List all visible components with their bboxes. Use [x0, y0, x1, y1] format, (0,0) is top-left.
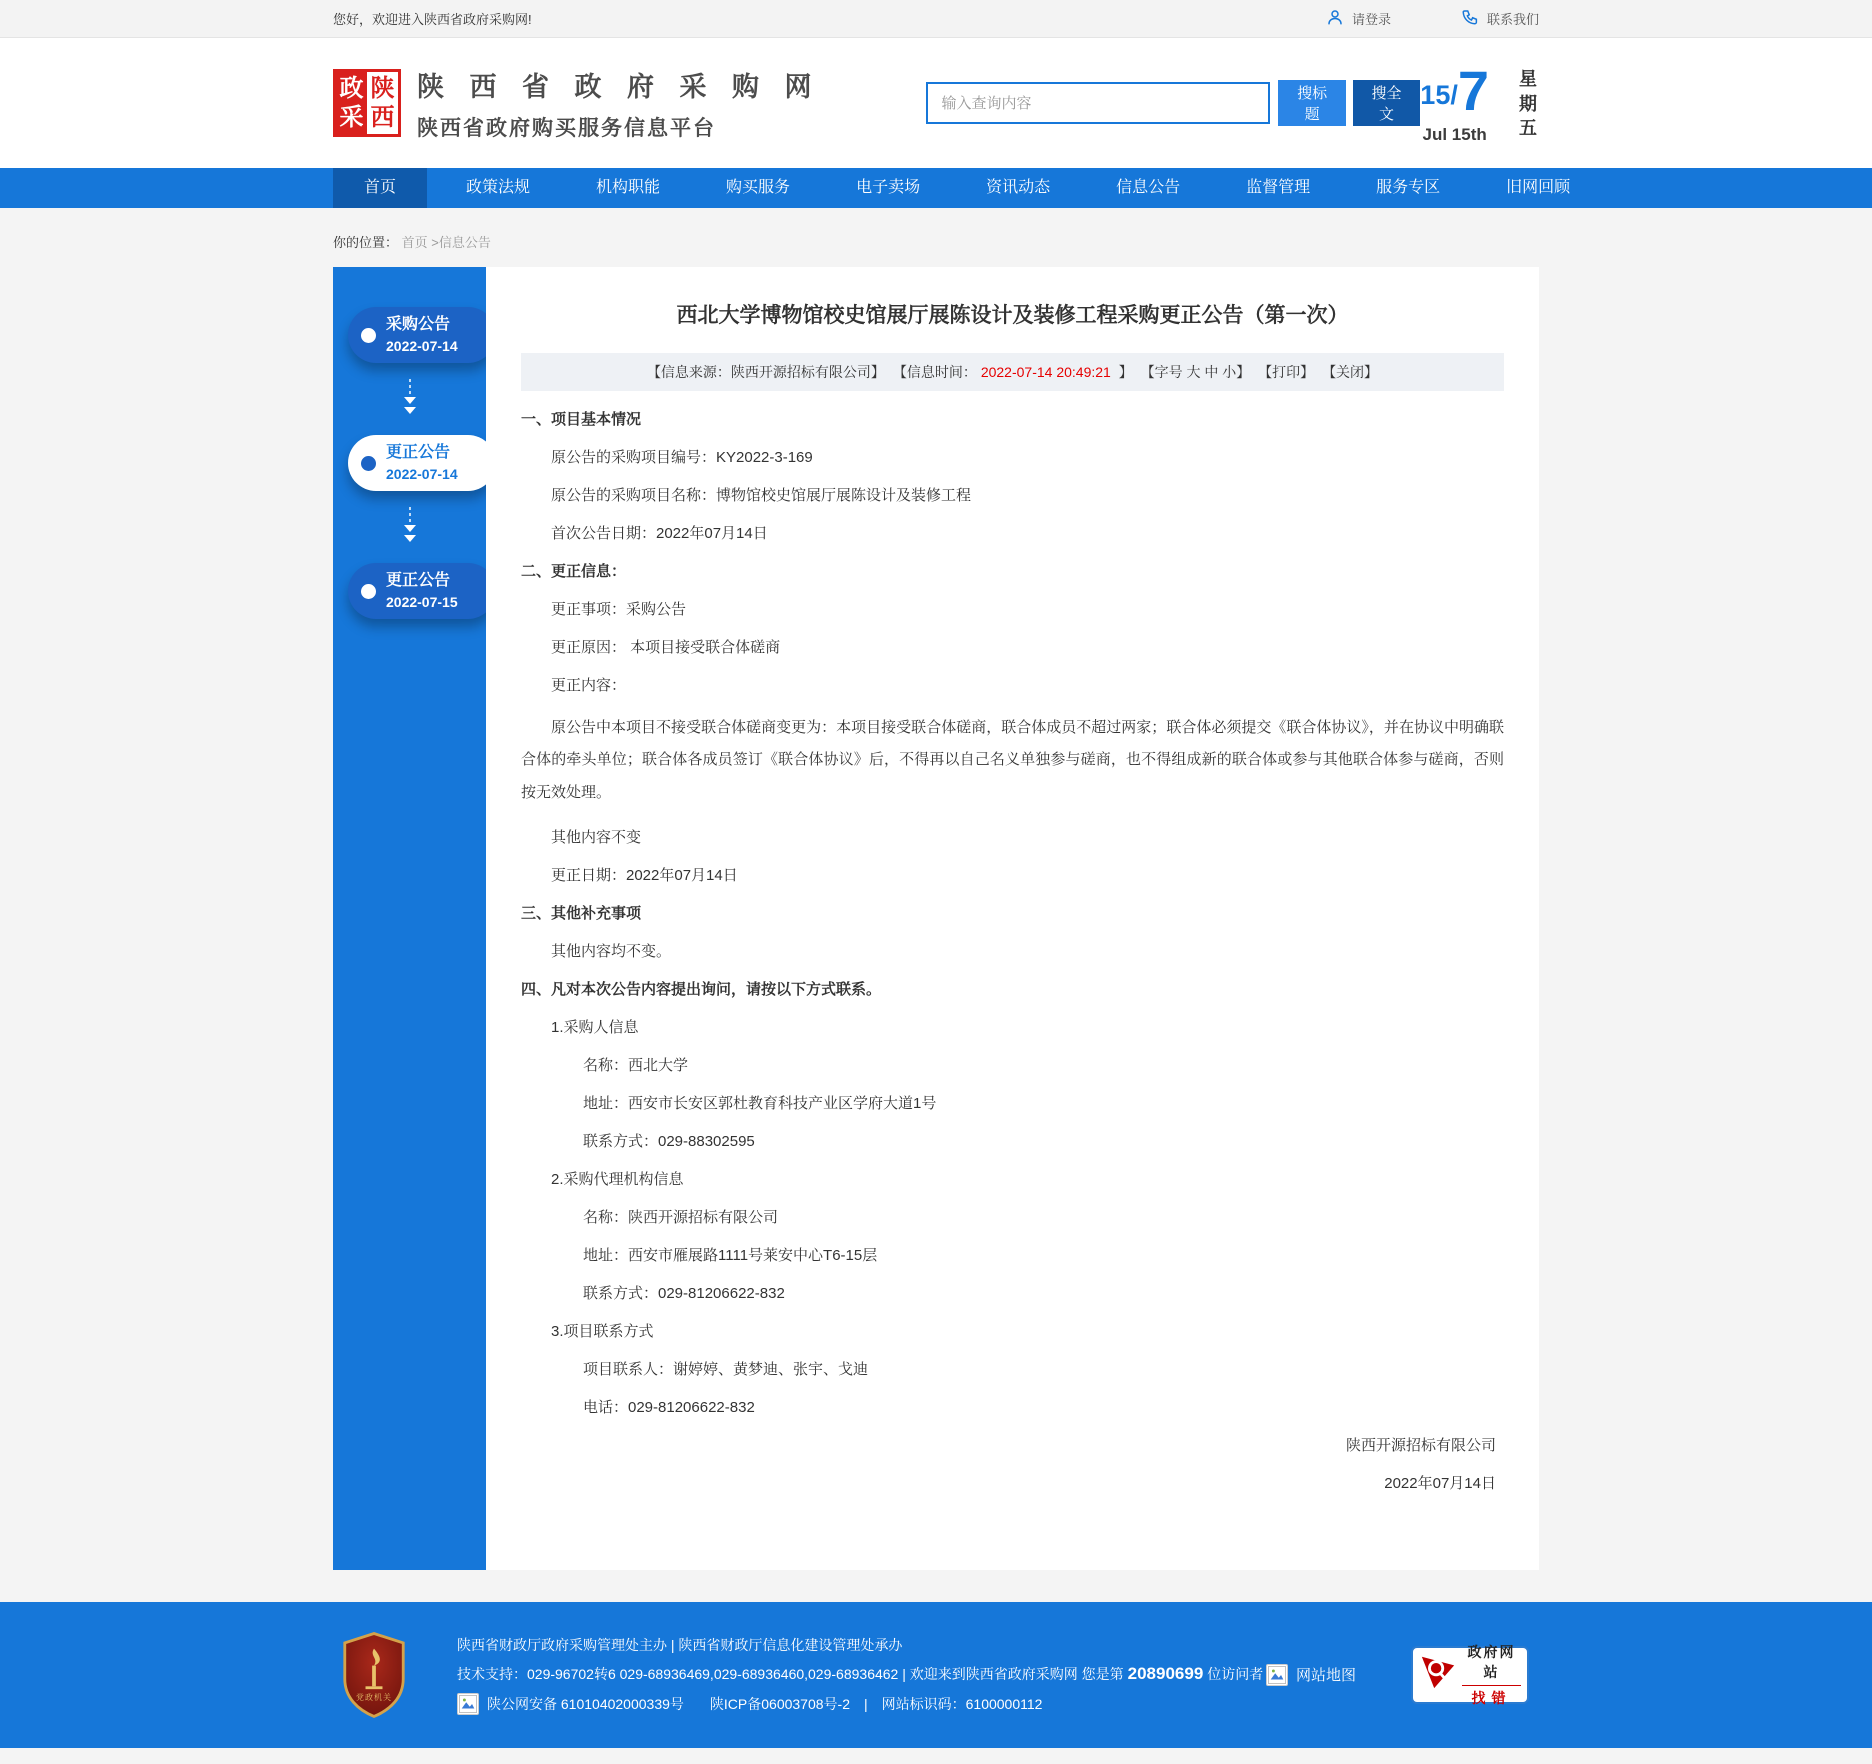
- footer-organizer-text: 陕西省财政厅政府采购管理处主办 | 陕西省财政厅信息化建设管理处承办: [457, 1636, 903, 1653]
- visitor-count: 20890699: [1127, 1663, 1204, 1683]
- date-english: Jul 15th: [1422, 124, 1487, 144]
- topbar: [0, 0, 1872, 38]
- meta-time-label: 【信息时间：: [892, 364, 977, 380]
- timeline-sidebar: [333, 267, 486, 1570]
- timeline-dot-icon: [361, 456, 376, 471]
- sitemap-label: 网站地图: [1295, 1667, 1356, 1685]
- login-link[interactable]: [1326, 8, 1391, 29]
- footer-separator: |: [863, 1695, 868, 1712]
- footer-support-text: 技术支持：029-96702转6 029-68936469,029-68936460,029-68936462 | 欢迎来到陕西省政府采购网 您是第: [457, 1665, 1124, 1682]
- article-line: 其他内容均不变。: [551, 942, 672, 960]
- article-panel: [486, 267, 1539, 1570]
- contact-group-title: 3.项目联系方式: [551, 1322, 654, 1340]
- article-line: 联系方式：029-88302595: [583, 1132, 755, 1150]
- timeline-item-purchase-notice[interactable]: [348, 307, 496, 363]
- phone-icon: [1461, 8, 1479, 29]
- contact-link[interactable]: [1461, 8, 1539, 29]
- timeline-dot-icon: [361, 328, 376, 343]
- search-area: [926, 80, 1421, 126]
- logo-seal-icon: [333, 69, 401, 137]
- nav-item-purchase-service[interactable]: 购买服务: [726, 179, 791, 196]
- article-title: 西北大学博物馆校史馆展厅展陈设计及装修工程采购更正公告（第一次）: [676, 304, 1349, 327]
- close-button[interactable]: 【关闭】: [1322, 364, 1379, 380]
- security-badge-icon: [457, 1693, 479, 1715]
- meta-time-close: 】: [1114, 364, 1133, 380]
- article-line: 更正内容：: [551, 677, 627, 694]
- site-subtitle: 陕西省政府购买服务信息平台: [417, 116, 716, 140]
- bottom-strip: [0, 1748, 1872, 1764]
- article-line: 更正原因： 本项目接受联合体磋商: [551, 639, 781, 656]
- content-area: [333, 267, 1539, 1570]
- main-nav: [0, 168, 1872, 208]
- timeline-arrow-down-icon: [333, 363, 486, 435]
- date-weekday: 星期五: [1519, 69, 1537, 138]
- timeline-item-title: 更正公告: [386, 572, 451, 590]
- breadcrumb: [333, 208, 1539, 267]
- contact-group-title: 2.采购代理机构信息: [551, 1170, 684, 1188]
- article-line: 更正事项：采购公告: [551, 601, 687, 618]
- seal-char: 采: [339, 104, 364, 131]
- date-widget: [1420, 61, 1539, 145]
- article-line: 名称：陕西开源招标有限公司: [583, 1208, 779, 1226]
- section-3-title: 三、其他补充事项: [521, 904, 642, 922]
- article-line: 电话：029-81206622-832: [583, 1398, 755, 1416]
- timeline-item-date: 2022-07-14: [386, 338, 458, 355]
- article-line: 原公告的采购项目名称：博物馆校史馆展厅展陈设计及装修工程: [551, 487, 972, 504]
- icp-record-link[interactable]: 陕ICP备06003708号-2: [709, 1695, 850, 1712]
- date-month: 7: [1457, 59, 1489, 123]
- government-emblem-icon: [341, 1631, 407, 1719]
- seal-char: 陕: [370, 75, 395, 102]
- nav-item-policies[interactable]: 政策法规: [466, 179, 531, 196]
- breadcrumb-path[interactable]: 首页 >信息公告: [401, 235, 491, 250]
- login-label: 请登录: [1351, 12, 1391, 27]
- article-line: 原公告的采购项目编号：KY2022-3-169: [551, 449, 813, 466]
- search-input[interactable]: [926, 82, 1271, 124]
- timeline-item-title: 更正公告: [386, 444, 451, 462]
- timeline-dot-icon: [361, 584, 376, 599]
- sitemap-image-icon: [1266, 1664, 1288, 1686]
- contact-group-title: 1.采购人信息: [551, 1018, 639, 1036]
- breadcrumb-label: 你的位置：: [333, 235, 399, 250]
- article-line: 项目联系人：谢婷婷、黄梦迪、张宇、戈迪: [583, 1360, 869, 1378]
- user-icon: [1326, 8, 1344, 29]
- section-4-title: 四、凡对本次公告内容提出询问，请按以下方式联系。: [521, 980, 882, 998]
- error-report-badge[interactable]: [1411, 1643, 1529, 1706]
- footer-visitor-text: 位访问者: [1207, 1665, 1264, 1682]
- search-title-button[interactable]: 搜标题: [1278, 80, 1345, 126]
- nav-item-old-site[interactable]: 旧网回顾: [1506, 179, 1571, 196]
- meta-source: 【信息来源：陕西开源招标有限公司】: [646, 364, 885, 380]
- timeline-item-correction-2[interactable]: [348, 563, 496, 619]
- article-line: 其他内容不变: [551, 828, 642, 846]
- timeline-item-correction-1[interactable]: [348, 435, 496, 491]
- article-line: 联系方式：029-81206622-832: [583, 1284, 785, 1302]
- nav-item-functions[interactable]: 机构职能: [596, 179, 661, 196]
- site-header: [0, 38, 1872, 168]
- article-line: 首次公告日期：2022年07月14日: [551, 525, 768, 542]
- article-body: [521, 408, 1504, 1493]
- meta-fontsize-control[interactable]: 【字号 大 中 小】: [1140, 364, 1251, 380]
- nav-item-supervision[interactable]: 监督管理: [1246, 179, 1311, 196]
- section-2-title: 二、更正信息：: [521, 563, 627, 580]
- emblem-label: 党政机关: [356, 1692, 392, 1702]
- contact-label: 联系我们: [1486, 12, 1539, 27]
- timeline-item-title: 采购公告: [386, 316, 451, 334]
- nav-item-service-zone[interactable]: 服务专区: [1376, 179, 1441, 196]
- search-fulltext-button[interactable]: 搜全文: [1353, 80, 1420, 126]
- sitemap-link[interactable]: [1266, 1664, 1356, 1686]
- nav-item-home[interactable]: 首页: [333, 168, 427, 208]
- article-line: 地址：西安市长安区郭杜教育科技产业区学府大道1号: [583, 1094, 937, 1112]
- error-badge-title: 政府网站: [1462, 1642, 1521, 1686]
- nav-item-announcements[interactable]: 信息公告: [1116, 179, 1181, 196]
- signature-block: [521, 1434, 1504, 1493]
- correction-content-paragraph: 原公告中本项目不接受联合体磋商变更为：本项目接受联合体磋商，联合体成员不超过两家；联合体必须提交《联合体协议》，并在协议中明确联合体的牵头单位；联合体各成员签订《联合体协议》后，不得再以自己名义单独参与磋商，也不得组成新的联合体或参与其他联合体参与磋商，否则按无效处理。: [521, 719, 1504, 801]
- site-logo[interactable]: [333, 65, 821, 142]
- print-button[interactable]: 【打印】: [1258, 364, 1315, 380]
- timeline-item-date: 2022-07-14: [386, 466, 458, 483]
- site-code-text: 网站标识码：6100000112: [881, 1695, 1043, 1712]
- site-footer: [0, 1602, 1872, 1748]
- signature-date: 2022年07月14日: [1384, 1474, 1496, 1492]
- section-1-title: 一、项目基本情况: [521, 411, 642, 428]
- date-day: 15/: [1420, 79, 1458, 110]
- signature-company: 陕西开源招标有限公司: [1345, 1436, 1496, 1454]
- site-title: 陕 西 省 政 府 采 购 网: [417, 71, 821, 102]
- seal-char: 政: [339, 75, 364, 102]
- meta-time: 2022-07-14 20:49:21: [980, 364, 1111, 380]
- article-line: 名称：西北大学: [583, 1056, 689, 1074]
- article-meta-bar: [521, 353, 1504, 391]
- police-record-link[interactable]: 陕公网安备 61010402000339号: [487, 1695, 684, 1712]
- error-badge-sub: 找错: [1471, 1689, 1512, 1706]
- seal-char: 西: [370, 104, 395, 131]
- article-line: 地址：西安市雁展路1111号莱安中心T6-15层: [583, 1246, 878, 1264]
- timeline-arrow-down-icon: [333, 491, 486, 563]
- article-line: 更正日期：2022年07月14日: [551, 866, 738, 884]
- error-finder-magnifier-icon: [1419, 1653, 1457, 1696]
- timeline-item-date: 2022-07-15: [386, 594, 458, 611]
- nav-item-e-market[interactable]: 电子卖场: [856, 179, 921, 196]
- welcome-text: 您好，欢迎进入陕西省政府采购网!: [333, 12, 532, 27]
- nav-item-news[interactable]: 资讯动态: [986, 179, 1051, 196]
